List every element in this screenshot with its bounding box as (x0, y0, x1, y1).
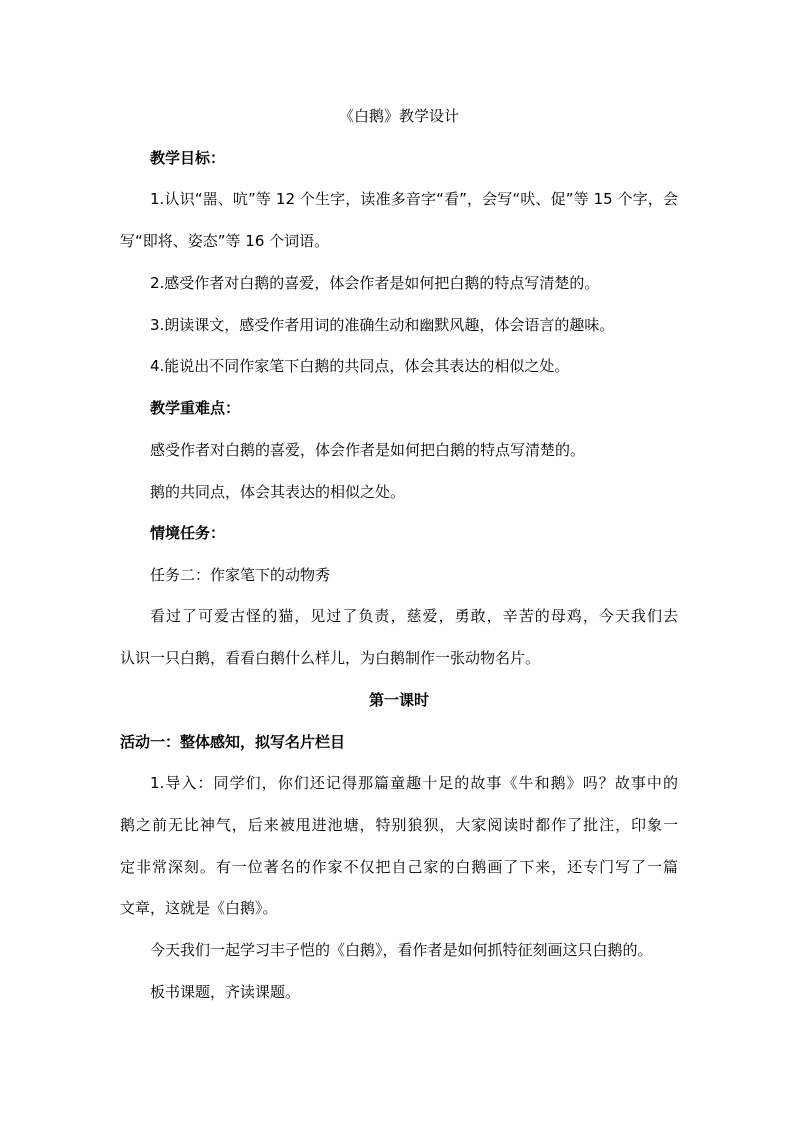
scenario-line-2: 认识一只白鹅，看看白鹅什么样儿，为白鹅制作一张动物名片。 (120, 649, 541, 667)
intro-line-4: 文章，这就是《白鹅》。 (120, 899, 278, 917)
board-line: 板书课题，齐读课题。 (150, 983, 301, 1001)
key-points-heading: 教学重难点： (150, 399, 241, 417)
key-point-1: 感受作者对白鹅的喜爱，体会作者是如何把白鹅的特点写清楚的。 (150, 441, 586, 459)
scenario-heading: 情境任务： (150, 524, 226, 542)
task-2-line: 任务二：作家笔下的动物秀 (150, 566, 331, 584)
objective-2: 2.感受作者对白鹅的喜爱，体会作者是如何把白鹅的特点写清楚的。 (150, 274, 600, 292)
objective-4: 4.能说出不同作家笔下白鹅的共同点，体会其表达的相似之处。 (150, 357, 570, 375)
scenario-line-1: 看过了可爱古怪的猫，见过了负责，慈爱，勇敢，辛苦的母鸡，今天我们去 (150, 607, 678, 625)
intro-line-1: 1.导入：同学们，你们还记得那篇童趣十足的故事《牛和鹅》吗？故事中的 (150, 774, 678, 792)
objective-1-line-2: 写“即将、姿态”等 16 个词语。 (120, 232, 330, 250)
lesson-heading: 第一课时 (368, 691, 429, 709)
intro-line-2: 鹅之前无比神气，后来被甩进池塘，特别狼狈，大家阅读时都作了批注，印象一 (120, 816, 678, 834)
activity-1-heading: 活动一：整体感知，拟写名片栏目 (120, 733, 346, 751)
intro-line-3: 定非常深刻。有一位著名的作家不仅把自己家的白鹅画了下来，还专门写了一篇 (120, 858, 678, 876)
key-point-2: 鹅的共同点，体会其表达的相似之处。 (150, 483, 406, 501)
today-line: 今天我们一起学习丰子恺的《白鹅》，看作者是如何抓特征刻画这只白鹅的。 (150, 941, 653, 959)
objectives-heading: 教学目标： (150, 149, 226, 167)
objective-3: 3.朗读课文，感受作者用词的准确生动和幽默风趣，体会语言的趣味。 (150, 316, 615, 334)
objective-1-line-1: 1.认识“噐、吭”等 12 个生字，读准多音字“看”，会写“吠、促”等 15 个字，会 (150, 190, 678, 208)
document-title: 《白鹅》教学设计 (338, 107, 459, 125)
